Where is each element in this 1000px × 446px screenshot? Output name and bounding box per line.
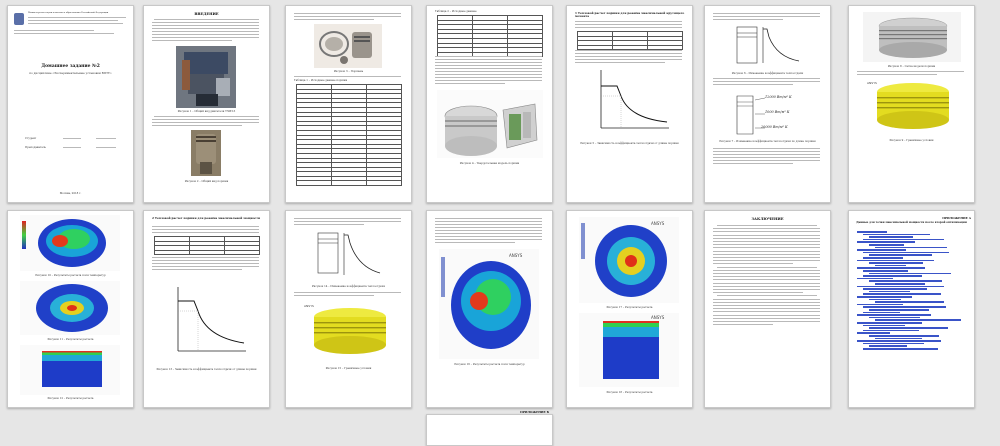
figure-8-caption: Рисунок 8 – Сетка модели поршня — [887, 65, 936, 68]
max-power-result-render-2 — [579, 313, 679, 387]
text-line — [713, 302, 820, 303]
text-line — [713, 260, 820, 261]
conclusion-text-block — [705, 211, 830, 407]
svg-text:ANSYS: ANSYS — [651, 315, 665, 320]
text-line — [713, 276, 820, 277]
page-thumbnail-2[interactable] — [143, 5, 270, 203]
heat-transfer-curve-chart — [587, 66, 672, 138]
code-line — [857, 340, 941, 342]
text-line — [713, 241, 820, 242]
text-line — [713, 273, 820, 274]
code-line — [875, 265, 906, 267]
conclusion-heading: ЗАКЛЮЧЕНИЕ — [751, 217, 784, 221]
page-thumbnail-8[interactable] — [7, 210, 134, 408]
code-line — [863, 252, 949, 254]
code-line — [863, 343, 924, 345]
text-line — [713, 238, 820, 239]
piston-solid-model — [437, 90, 543, 158]
coefficients-table — [577, 31, 683, 50]
introduction-heading: ВВЕДЕНИЕ — [194, 12, 219, 16]
svg-text:ANSYS: ANSYS — [509, 253, 523, 258]
figure-15-caption: Рисунок 15 – Граничные условия — [325, 367, 372, 370]
page-thumbnail-12[interactable] — [566, 210, 693, 408]
code-line — [869, 280, 942, 282]
code-line — [875, 283, 925, 285]
code-line — [869, 309, 929, 311]
max-power-result-render-1 — [579, 217, 679, 303]
code-line — [869, 299, 901, 301]
svg-text:ANSYS: ANSYS — [651, 221, 665, 226]
text-line — [713, 318, 820, 319]
code-line — [857, 260, 934, 262]
initial-data-table — [437, 15, 543, 57]
figure-7-caption: Рисунок 7 – Изменение коэффициента теплоотдачи по длине поршня — [719, 140, 816, 143]
text-line — [713, 289, 820, 290]
table-1-title: Таблица 1 – Исходные данные поршня — [294, 79, 348, 82]
piston-mesh-render — [863, 12, 961, 62]
text-line — [713, 292, 803, 293]
document-title: Домашнее задание №2 — [41, 64, 100, 69]
code-line — [857, 231, 887, 233]
text-line — [717, 295, 817, 296]
text-line — [713, 299, 820, 300]
page-thumbnail-4[interactable] — [426, 5, 553, 203]
text-line — [713, 263, 793, 264]
figure-1-caption: Рисунок 1 – Общий вид двигателя ТЗМЗ-5 — [177, 110, 236, 113]
coefficient-value-2: 1000 Вт/м² К — [765, 110, 790, 114]
table-2-title: Таблица 2 – Исходные данные — [435, 10, 477, 13]
max-power-temperature-render — [439, 249, 539, 359]
student-label: Студент — [25, 137, 37, 140]
appendix-a-subheading: Данные для точки максимальной мощности после второй оптимизации — [856, 221, 967, 224]
code-line — [857, 304, 903, 306]
code-line — [869, 335, 939, 337]
teacher-label: Преподаватель — [25, 146, 46, 149]
text-line — [713, 315, 820, 316]
code-line — [857, 332, 890, 334]
engine-photo — [176, 46, 236, 108]
code-line — [869, 327, 948, 329]
page-thumbnail-11[interactable] — [426, 210, 553, 408]
text-line — [713, 251, 820, 252]
code-line — [869, 244, 904, 246]
page-thumbnail-13[interactable] — [704, 210, 831, 408]
max-power-coefficient-sketch — [314, 229, 384, 281]
document-subtitle: по дисциплине «Экспериментальные установки ВПТУ» — [29, 71, 112, 75]
text-line — [713, 244, 820, 245]
temperature-field-render-2 — [20, 281, 120, 335]
code-line — [875, 319, 961, 321]
code-line — [863, 325, 905, 327]
code-line — [857, 286, 944, 288]
text-line — [713, 231, 820, 232]
figure-9-caption: Рисунок 9 – Граничные условия — [889, 139, 934, 142]
max-power-table — [154, 236, 260, 255]
code-line — [857, 322, 922, 324]
table-cell — [190, 250, 225, 255]
text-line — [713, 308, 820, 309]
code-line — [869, 273, 951, 275]
code-line — [863, 239, 944, 241]
piston-parts-photo — [314, 24, 382, 68]
university-logo — [14, 13, 24, 25]
code-line — [857, 241, 915, 243]
city-year: Москва, 2018 г. — [59, 192, 82, 195]
figure-10-caption: Рисунок 10 – Результаты расчета поля температур — [35, 274, 106, 277]
page-thumbnail-10[interactable] — [285, 210, 412, 408]
code-line — [869, 254, 932, 256]
code-line — [863, 270, 908, 272]
appendix-a-heading: ПРИЛОЖЕНИЕ А — [942, 216, 971, 220]
code-line — [869, 262, 923, 264]
svg-text:ANSYS: ANSYS — [867, 81, 877, 85]
code-line — [857, 249, 906, 251]
coefficient-value-1: 12000 Вт/м² К — [765, 95, 792, 99]
piston-coefficient-sketch — [733, 23, 803, 69]
code-line — [863, 330, 919, 332]
page-thumbnail-15[interactable] — [426, 410, 553, 446]
section-2-heading: 2 Тепловой расчет поршня для режима максимальной мощности — [152, 216, 261, 220]
input-data-table — [296, 84, 402, 186]
figure-12-caption: Рисунок 12 – Результаты расчета — [47, 397, 94, 400]
text-line — [713, 270, 820, 271]
page-thumbnail-3[interactable] — [285, 5, 412, 203]
code-line — [863, 312, 900, 314]
table-cell — [367, 181, 402, 186]
page-thumbnail-6[interactable] — [704, 5, 831, 203]
page-thumbnail-5[interactable] — [566, 5, 693, 203]
figure-4-caption: Рисунок 4 – Твердотельная модель поршня — [459, 162, 520, 165]
figure-16-caption: Рисунок 16 – Результаты расчета поля температур — [454, 363, 525, 366]
code-line — [863, 306, 946, 308]
page-thumbnail-7[interactable] — [848, 5, 975, 203]
page-thumbnail-14[interactable] — [848, 210, 975, 408]
code-line — [875, 247, 947, 249]
svg-text:ANSYS: ANSYS — [304, 304, 314, 308]
figure-6-caption: Рисунок 6 – Изменение коэффициента теплоотдачи — [731, 72, 804, 75]
appendix-b-heading: ПРИЛОЖЕНИЕ Б — [520, 410, 549, 414]
text-line — [713, 254, 820, 255]
code-line — [875, 338, 922, 340]
figure-18-caption: Рисунок 18 – Результаты расчета — [606, 391, 653, 394]
text-line — [713, 228, 820, 229]
temperature-field-render-3 — [20, 345, 120, 395]
code-line — [863, 257, 903, 259]
code-line — [857, 267, 925, 269]
text-line — [713, 257, 820, 258]
code-line — [857, 314, 931, 316]
section-1-heading: 1 Тепловой расчет поршня для режима максимальной крутящего момента — [575, 11, 685, 19]
table-cell — [332, 181, 367, 186]
figure-11-caption: Рисунок 11 – Результаты расчета — [47, 338, 94, 341]
page-thumbnail-9[interactable] — [143, 210, 270, 408]
max-power-boundary-render — [300, 301, 398, 363]
text-line — [717, 225, 817, 226]
text-line — [713, 305, 820, 306]
figure-5-caption: Рисунок 5 – Зависимость коэффициента теплоотдачи от длины поршня — [580, 142, 679, 145]
text-line — [713, 324, 773, 325]
code-line — [863, 234, 930, 236]
figure-2-caption: Рисунок 2 – Общий вид поршня — [184, 180, 229, 183]
figure-17-caption: Рисунок 17 – Результаты расчета — [606, 306, 653, 309]
text-line — [717, 267, 817, 268]
code-line — [857, 296, 912, 298]
text-line — [713, 321, 820, 322]
piston-photo — [191, 130, 221, 176]
text-line — [713, 286, 820, 287]
text-line — [713, 311, 820, 312]
coefficient-value-3: 20000 Вт/м² К — [761, 125, 788, 129]
appendix-a-code-block — [849, 211, 974, 407]
table-cell — [155, 250, 190, 255]
code-line — [869, 236, 913, 238]
ministry-header: Министерство науки и высшего образования Российской Федерации — [28, 11, 109, 14]
boundary-conditions-render — [863, 78, 961, 136]
code-line — [869, 345, 907, 347]
code-line — [869, 291, 910, 293]
max-power-curve-chart — [164, 283, 249, 361]
code-line — [857, 278, 893, 280]
table-cell — [297, 181, 332, 186]
text-line — [713, 283, 820, 284]
code-line — [863, 288, 927, 290]
code-line — [863, 275, 922, 277]
code-line — [863, 293, 941, 295]
code-line — [875, 301, 944, 303]
temperature-field-render-1 — [20, 215, 120, 271]
code-line — [863, 348, 938, 350]
figure-14-caption: Рисунок 14 – Изменение коэффициента теплоотдачи — [311, 285, 386, 288]
text-line — [713, 235, 820, 236]
figure-3-caption: Рисунок 3 – Поршень — [333, 70, 364, 73]
page-thumbnail-1[interactable] — [7, 5, 134, 203]
table-cell — [225, 250, 260, 255]
text-line — [713, 279, 820, 280]
code-line — [869, 317, 920, 319]
figure-13-caption: Рисунок 13 – Зависимость коэффициента теплоотдачи от длины поршня — [156, 368, 257, 371]
text-line — [713, 247, 820, 248]
